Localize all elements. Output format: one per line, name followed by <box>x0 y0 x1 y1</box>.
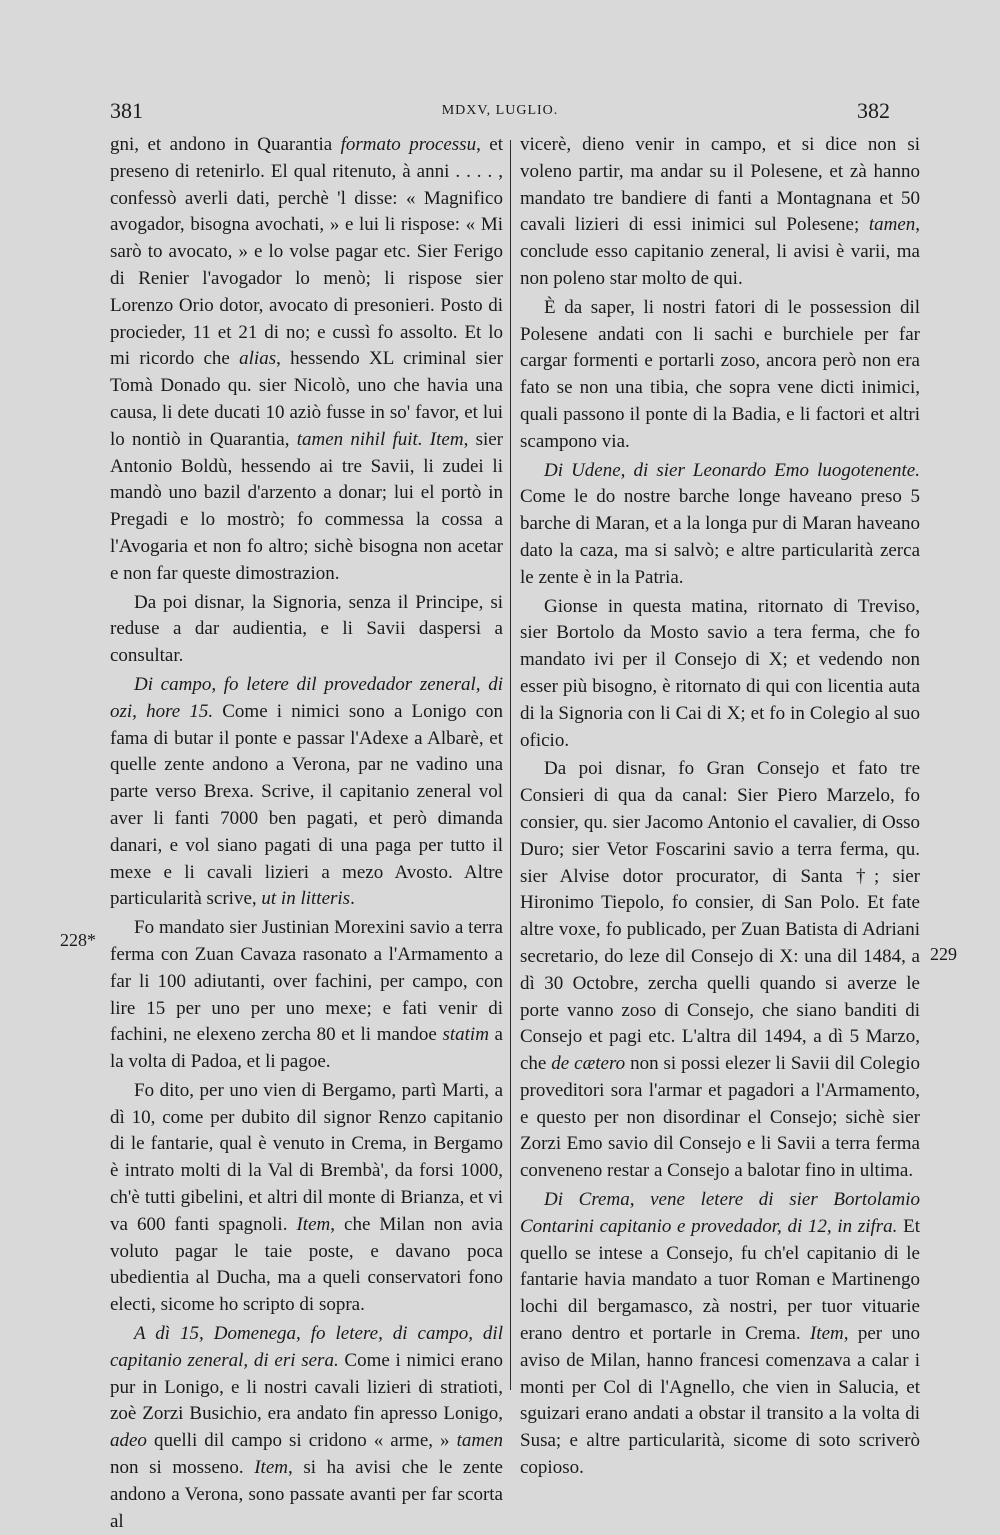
text-run: È da saper, li nostri fatori di le possession dil Polesene andati con li sachi e burchiele per far cargar formenti e portarli zoso, ancora però non era fato se non una tibia, che sopra vene dicti inimici, quali passono il ponte di la Badia, e li factori et altri scampono via. <box>520 296 920 452</box>
text-run: Come i nimici erano pur in Lonigo, e li nostri cavali lizieri di stratioti, zoè Zorzi Busichio, era andato fin apresso Lonigo, <box>110 1349 503 1425</box>
text-run: Et quello se intese a Consejo, fu ch'el capitanio di le fantarie havia mandato a tuor Roman e Martinengo lochi dil bergamasco, zà nostri, per tuor vituarie erano dentro et portarle in Crema. <box>520 1215 920 1345</box>
right-column <box>520 132 920 1482</box>
text-run: Come i nimici sono a Lonigo con fama di butar il ponte e passar l'Adexe a Albarè, et quelle zente andono a Verona, par ne vadino una parte verso Brexa. Scrive, il capitanio zeneral vol aver li fanti 7000 ben pagati, et però dimanda danari, e vol siano pagati di una paga per tutto il mexe e li cavali lizieri a mezo Avosto. Altre particularità scrive, <box>110 700 503 910</box>
italic-text: adeo <box>110 1430 147 1452</box>
italic-text: formato processu <box>340 134 477 155</box>
text-run: Da poi disnar, fo Gran Consejo et fato tre Consieri di qua da canal: Sier Piero Marzelo, fo consier, qu. sier Jacomo Antonio el cavalier, di Osso Duro; sier Vetor Foscarini savio a terra ferma, qu. sier Alvise dotor procurator, di Santa †; sier Hironimo Tiepolo, fo consier, di San Polo. Et fate altre voxe, fo publicado, per Zuan Batista di Adriani secretario, do leze dil Consejo di X: una dil 1484, a dì 30 Octobre, zercha quelli quando si averze le porte vanno zoso di Consejo, che siano banditi di Consejo et pagi etc. L'altra dil 1494, a dì 5 Marzo, che <box>520 758 920 1075</box>
italic-text: de cætero <box>551 1053 626 1075</box>
text-run: gni, et andono in Quarantia <box>110 134 341 155</box>
text-run: , che Milan non avia voluto pagar le taie poste, e davano poca ubedientia al Ducha, ma a queli conservatori fono electi, sicome ho scripto di sopra. <box>110 1213 503 1316</box>
paragraph <box>110 1321 503 1535</box>
text-run: , conclude esso capitanio zeneral, li avisi è varii, ma non poleno star molto de qui. <box>520 214 920 289</box>
paragraph <box>520 1187 920 1482</box>
paragraph <box>110 915 503 1076</box>
paragraph <box>110 1078 503 1319</box>
left-column <box>110 132 503 1535</box>
text-run: , sier Antonio Boldù, hessendo ai tre Savii, li zudei li mandò uno bazil d'arzento a donar; lui el portò in Pregadi e lo mostrò; fo commessa la cossa a l'Avogaria et non fo altro; sichè bisogna non acetar e non far queste dimostrazion. <box>110 428 503 584</box>
italic-text: tamen <box>868 214 916 236</box>
paragraph <box>520 594 920 755</box>
italic-text: alias <box>239 348 277 370</box>
text-run: , per uno aviso de Milan, hanno francesi comenzava a calar i monti per Col di l'Agnello, che vien in Salucia, et sguizari erano andati a obstar il transito a la volta di Susa; e altre particularità, sicome di soto scriverò copioso. <box>520 1323 920 1479</box>
text-run: , et preseno di retenirlo. El qual ritenuto, à anni . . . . , confessò averli dati, perchè 'l disse: « Magnifico avogador, bisogna avochati, » e lui li rispose: « Mi sarò to avocato, » e lo volse pagar etc. Sier Ferigo di Renier l'avogador lo menò; li rispose sier Lorenzo Orio dotor, avocato di presonieri. Posto di procieder, 11 et 21 di no; e cussì fo assolto. Et lo mi ricordo che <box>110 134 503 370</box>
italic-text: Di Crema, vene letere di sier Bortolamio Contarini capitanio e provedador, di 12, in zifra. <box>520 1189 920 1237</box>
page-number-left: 381 <box>110 98 143 123</box>
paragraph <box>110 590 503 670</box>
italic-text: tamen nihil fuit. Item <box>296 428 464 450</box>
text-run: Fo dito, per uno vien di Bergamo, partì Marti, a dì 10, come per dubito dil signor Renzo capitanio di le fantarie, qual è venuto in Crema, in Bergamo è intrato molti di la Val di Brembà', da forsi 1000, ch'è tutti gibelini, et altri dil monte di Brianza, et vi va 600 fanti spagnoli. <box>110 1079 503 1235</box>
text-run: vicerè, dieno venir in campo, et si dice non si voleno partir, ma andar su il Polesene, et zà hanno mandato tre bandiere di fanti a Montagnana et 50 cavali lizieri di essi inimici sul Polesene; <box>520 134 920 236</box>
italic-text: statim <box>442 1024 489 1046</box>
text-run: , si ha avisi che le zente andono a Verona, sono passate avanti per far scorta al <box>110 1457 503 1532</box>
italic-text: Item <box>296 1213 331 1235</box>
paragraph <box>110 132 503 588</box>
page-number-right: 382 <box>857 98 890 123</box>
italic-text: Di campo, fo letere dil provedador zeneral, di ozi, hore 15. <box>110 673 503 722</box>
text-run: non si mosseno. <box>110 1457 255 1479</box>
column-divider <box>510 140 511 1390</box>
margin-note-left: 228* <box>60 930 96 950</box>
page-header <box>0 98 1000 128</box>
text-run: quelli dil campo si cridono « arme, » <box>146 1430 457 1452</box>
paragraph <box>520 132 920 293</box>
text-run: non si possi elezer li Savii dil Colegio proveditori sora l'armar et pagadori a l'Armamento, e questo per non disordinar el Consejo; sichè sier Zorzi Emo savio dil Consejo e li Savii a terra ferma conveneno restar a Consejo a balotar fino in ultima. <box>520 1053 920 1182</box>
italic-text: Di Udene, di sier Leonardo Emo luogotenente. <box>544 459 920 481</box>
italic-text: tamen <box>456 1430 503 1452</box>
text-run: Gionse in questa matina, ritornato di Treviso, sier Bortolo da Mosto savio a tera ferma, che fo mandato ivi per il Consejo di X; et vedendo non esser più bisogno, è ritornato di qui con licentia auta di la Signoria con li Cai di X; et fo in Colegio al suo oficio. <box>520 595 920 751</box>
italic-text: A dì 15, Domenega, fo letere, di campo, dil capitanio zeneral, di eri sera. <box>110 1323 503 1371</box>
text-run: Da poi disnar, la Signoria, senza il Principe, si reduse a dar audientia, e li Savii daspersi a consultar. <box>110 591 503 667</box>
text-run: . <box>350 888 355 910</box>
paragraph <box>110 672 503 913</box>
text-run: Fo mandato sier Justinian Morexini savio a terra ferma con Zuan Cavaza rasonato a l'Armamento a far li 100 adiutanti, over fachini, per campo, con lire 15 per uno per uno mexe; e fati venir di fachini, ne elexeno zercha 80 et li mandoe <box>110 917 503 1046</box>
italic-text: ut in litteris <box>261 888 351 910</box>
italic-text: Item <box>809 1323 844 1345</box>
margin-note-right: 229 <box>930 944 957 964</box>
italic-text: Item <box>254 1457 288 1479</box>
text-run: , hessendo XL criminal sier Tomà Donado qu. sier Nicolò, uno che havia una causa, li dete ducati 10 aziò fusse in so' favor, et lui lo nontiò in Quarantia, <box>110 348 503 450</box>
text-run: a la volta di Padoa, et li pagoe. <box>110 1024 503 1073</box>
text-run: Come le do nostre barche longe haveano preso 5 barche di Maran, et a la longa pur di Maran haveano dato la caza, ma si salvò; e altre particularità zerca le zente è in la Patria. <box>520 486 920 588</box>
paragraph <box>520 458 920 592</box>
paragraph <box>520 295 920 456</box>
paragraph <box>520 756 920 1185</box>
running-title: MDXV, LUGLIO. <box>441 103 559 118</box>
